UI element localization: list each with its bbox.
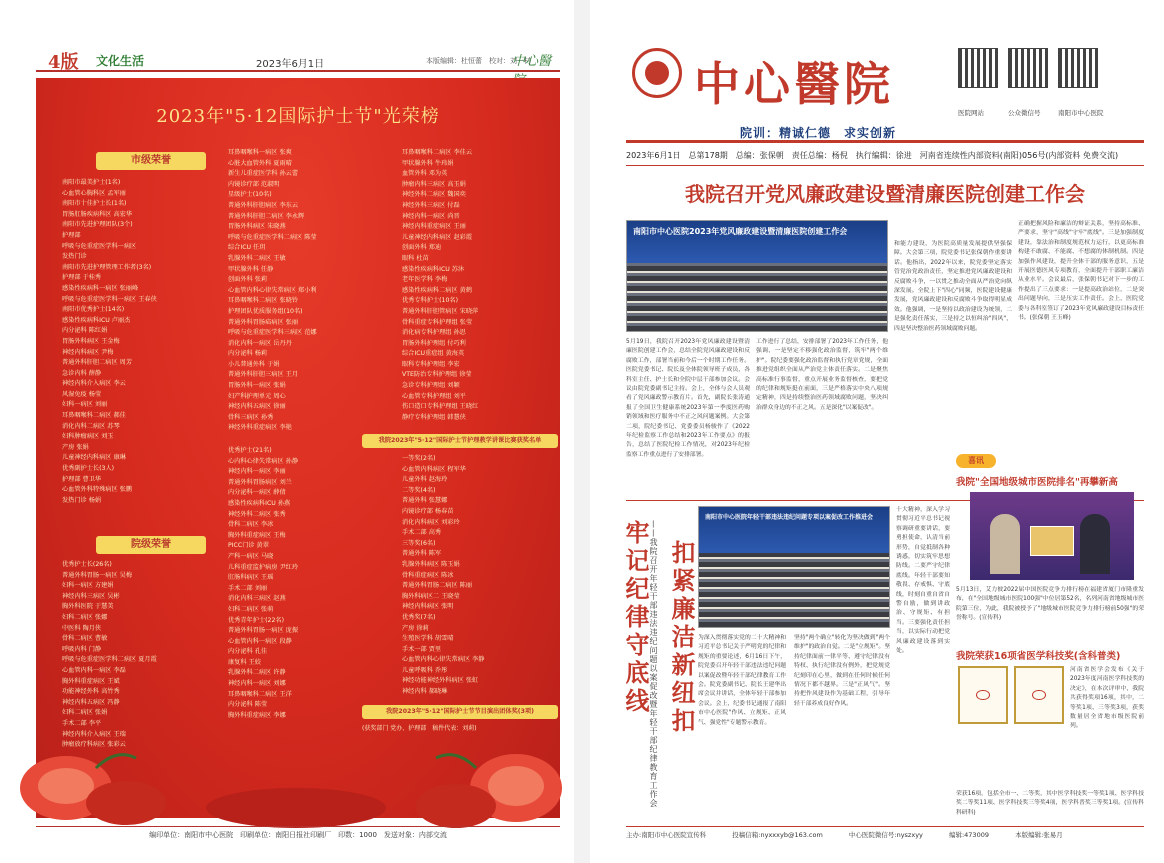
right-page <box>590 0 1164 863</box>
left-editors: 本版编辑：杜恒蕾 校对：刘一村 <box>426 57 531 65</box>
science-award-text-bottom: 荣获16项，包括全市一、二等奖，其中医学科技奖一等奖1项、医学科技奖二等奖11项、医学科技奖三等奖4项，医学科普奖三等奖1项。(宣传科 科研科) <box>956 791 1144 816</box>
left-page-header <box>36 40 560 72</box>
masthead-rule <box>626 140 1144 143</box>
article1-column-1: 5月19日，我院召开2023年党风廉政建设暨清廉医院创建工作会，总结全院党风廉政建设和反腐败工作，部署当前和今后一个时期工作任务。医院党委书记、院长及全体院领导班子成员，各科室主任、护士长和全院中层干部参加会议。会议由院党委副书记主持。会上，全体与会人员观看了党风廉政警示教育片。首先，副院长张涛通报了全国卫生健康系统2023年第一季度医药购销领域和医疗服务中不正之风问题案例。大会第二项，院纪委书记、党委委员杨骏作了《2022年纪检监察工作总结和2023年工作要点》的报告，总结了医院纪检工作情况，对2023年纪检监察工作重点进行了安排部署。 <box>626 339 750 458</box>
certificate-icon-1 <box>958 666 1008 724</box>
honor-roll-title: 2023年"5·12国际护士节"光荣榜 <box>156 106 440 127</box>
specialist-nurse-list: 耳鼻咽喉科二病区 李佳云 甲状腺外科 牛玮娟 血管外科 邓为英 肿瘤内科三病区 高玉娟 神经外科二病区 魏国奕 神经外科三病区 付磊 神经内科一病区 尚晋 神经内科重症病区 王丽 儿童神经内科病区 赵彩霞 创面外科 郑迪 眼科 杜苗 感染性疾病科ICU 苏沐 老年医学科 李梅 感染性疾病科二病区 黄鹤 优秀专科护士(10名) 普通外科肝胆管病区 宋晓萍 骨科重症专科护理组 张莹 消化病专科护理组 孙思 胃肠外科护理组 付巧利 综合ICU重症组 黄海英 眼科专科护理组 李宏 VTE防治专科护理组 徐莹 急诊专科护理组 刘颖 心血管专科护理组 刘平 伤口造口专科护理组 王晓红 静疗专科护理组 韩慧侠 <box>402 149 479 421</box>
meeting-photo-1 <box>626 220 888 332</box>
meeting-photo-2 <box>698 506 890 628</box>
city-honors-list: 南阳市最美护士(1名) 心血管心胸科区 孟军丽 南阳市十佳护士长(1名) 胃肠肛肠疾病科区 高宏华 南阳市先进护理团队(3个) 护理部 呼吸与危重症医学科一病区 发热门诊 南阳市先进护理管理工作者(3名) 护理部 于桂秀 感染性疾病科一病区 张丽峰 呼吸与危重症医学科一病区 王春侠 南阳市优秀护士(14名) 感染性疾病科ICU 卢丽杰 内分泌科 陈红娟 胃肠外科病区 王金梅 神经内科病区 尹梅 普通外科肝胆二病区 周芳 急诊内科 薛静 神经内科介入病区 李云 风湿免疫 杨莹 妇科一病区 刘丽 耳鼻咽喉科二病区 郝佳 消化内科二病区 苏琴 妇科肿瘤病区 刘玉 产房 张娟 儿童神经内科病区 康琳 优秀副护士长(3人) 护理部 曹卫华 心血管外科特殊病区 张鹏 发热门诊 杨娟 <box>62 179 157 504</box>
honor-roll-board <box>36 78 560 818</box>
qr-code-website-icon <box>958 48 998 88</box>
excellent-nurse-list: 优秀护士(21名) 心内科心律失常病区 孙静 神经内科一病区 李丽 普通外科胃肠病区 刘兰 内分泌科一病区 薛倩 感染性疾病科ICU 孙燕 神经外科二病区 张秀 骨科二病区 李冰 胸外科重症病区 王梅 PICC门诊 黄翠 产科一病区 马晓 儿科重症监护病房 尹红玲 肛肠科病区 王瑶 手术二部 刘丽 消化内科三病区 赵燕 妇科二病区 张萌 优秀青年护士(22名) 普通外科胃肠一病区 庞振 心血管内科一病区 段静 内分泌科 孔佳 康复科 王姣 乳腺外科二病区 许静 神经内科一病区 刘娜 耳鼻咽喉科二病区 王洋 内分泌科 陈莹 胸外科重症病区 李娜 <box>228 447 299 719</box>
science-award-text-right: 河南省医学会发布《关于2023年度河南医学科技奖的决定》，在本次评审中，我院共获得奖项16项，其中，二等奖1项、三等奖3项，获奖数量居全省地市级医院前列。 <box>1070 667 1144 730</box>
story2-title-line2: 扣紧廉洁新纽扣 <box>667 540 696 736</box>
star-nurse-list: 耳鼻咽喉科一病区 张爽 心脏大血管外科 夏雨晴 新生儿重症医学科 孙云蕾 内镜诊疗部 范淑明 星级护士(10名) 普通外科肝胆病区 李东云 普通外科肝胆二病区 李永辉 胃肠外科病区 朱晓燕 呼吸与危重症医学科二病区 陈莹 综合ICU 任玥 乳腺外科二病区 王敏 甲状腺外科 任静 创面外科 张莉 心血管内科心律失常病区 郑小利 耳鼻咽喉科二病区 张晓铃 护理团队优质服务组(10名) 普通外科胃肠疝病区 张丽 呼吸与危重症医学科三病区 范娜 消化内科一病区 岳丹丹 内分泌科 杨莉 小儿普通外科 于娟 普通外科肝胆三病区 王月 胃肠外科一病区 张娟 妇产科护理单元 周心 神经内科五病区 徐丽 骨科三病区 孙秀 神经外科重症病区 李艳 <box>228 149 317 432</box>
certificate-icon-2 <box>1014 666 1064 724</box>
qr-label-website: 医院网站 <box>958 109 984 117</box>
article1-column-4: 正确把握风险和廉洁的辩证关系，坚持高标准、严要求，坚守"高线"守牢"底线"。三是加强制度建设，靠法治和制度规范权力运行，以更高标准构建不敢腐、不能腐、不想腐的体制机制。四是加强作风建设，提升全体干部的服务意识，五是开展医德医风专项教育，全面提升干部职工廉洁从业水平。会议最后，张保朝书记对下一步的工作提出了三点要求：一是提高政治站位，二是突出问题导向，三是压实工作责任。会上，医院党委与各科室签订了2023年党风廉政建设目标责任书。(张保朝 王玉峰) <box>1018 221 1144 322</box>
peony-decoration <box>36 668 560 818</box>
ranking-box-title: 我院"全国地级城市医院排名"再攀新高 <box>956 477 1118 488</box>
band-performance-award: 我院2023年"5·12"国际护士节节目演出团体奖(3项) <box>362 705 558 719</box>
photo1-caption: 南阳市中心医院2023年党风廉政建设暨清廉医院创建工作会 <box>633 227 848 236</box>
science-award-box-title: 我院荣获16项省医学科技奖(含科普类) <box>956 651 1121 662</box>
qr-code-wechat-icon <box>1008 48 1048 88</box>
article1-column-2: 工作进行了总结，安排部署了2023年工作任务，他强调，一是坚定不移强化政治监督，筑牢"两个维护"。院纪委要强化政治监督和执行党章党规，全面推进党组织全面从严治党主体责任落实。二是聚焦高标准行事监督，重点开展业务监督核查，要把党的纪律和规矩挺在前面，三是严格落实中央八项规定精神，四是持续整治医药领域腐败问题，坚决纠治群众身边的不正之风。五是深化"以案促改"。 <box>756 339 888 411</box>
band-teaching-contest: 我院2023年"5·12"国际护士节护理教学讲课比赛获奖名单 <box>362 434 558 448</box>
issue-info-bar: 2023年6月1日 总第178期 总编：张保朝 责任总编：杨倪 执行编辑：徐进 河南省连续性内部资料(南阳)056号(内部资料 免费交流) <box>626 144 1144 166</box>
right-footer <box>626 826 1144 840</box>
left-footer: 编印单位：南阳市中心医院 印刷单位：南阳日报社印刷厂 印数：1000 发送对象：内部交流 <box>36 826 560 840</box>
left-logo: 中心醫 <box>512 54 552 69</box>
footer-postcode: 编辑:473009 <box>948 831 989 839</box>
qr-code-app-icon <box>1058 48 1098 88</box>
ranking-box-text: 5月13日，艾力彼2022届中国医院竞争力排行榜在福建省厦门市隆重发布，在"全国地级城市医院100强"中位居第52名，名列河南省地级城市医院第三位，为此，我院被授予了"地级城市医院竞争力排行榜前50强"的荣誉称号。(宣传科) <box>956 587 1144 622</box>
page-gutter <box>574 0 590 863</box>
band-city-honors: 市级荣誉 <box>96 152 206 170</box>
main-headline: 我院召开党风廉政建设暨清廉医院创建工作会 <box>685 182 1085 206</box>
section-title: 文化生活 <box>96 54 145 68</box>
award-ceremony-photo <box>970 492 1134 580</box>
hospital-emblem-icon <box>632 48 682 98</box>
footer-wechat: 中心医院微信号:nyszxyy <box>848 831 923 839</box>
photo2-caption: 南阳市中心医院年轻干部违法违纪问题专项以案促改工作推进会 <box>705 514 874 521</box>
story2-title-line1: 牢记纪律守底线 <box>621 520 650 716</box>
article1-column-3: 和能力建设，为医院高质量发展提供坚强保障。大会第三项，院党委书记张保朝作重要讲话。他指出，2022年以来，院党委坚定落实管党治党政治责任，坚定推进党风廉政建设和反腐败斗争，一以贯之推动全面从严治党向纵深发展。全院上下"四心"同频，医院建设健康发展，党风廉政建设和反腐败斗争取得明显成效。他强调，一是坚持以政治建设为统领，二是强化责任落实，三是持之以恒纠治"四风"，四是坚决整治医药领域腐败问题。 <box>894 241 1012 332</box>
award-credit: (获奖部门 党办、护理部 稿件代表：刘莉) <box>362 725 477 732</box>
left-page <box>0 0 574 863</box>
footer-editor: 本版编辑:张易月 <box>1015 831 1063 839</box>
contest-winner-list: 一等奖(2名) 心血管内科病区 程军华 儿童外科 赵海玲 二等奖(4名) 普通外科 张慧娜 内镜诊疗部 杨春苗 消化内科病区 刘彩玲 手术二部 高秀 三等奖(6名) 普通外科 陈军 乳腺外科病区 陈玉娟 骨科重症病区 陈冰 普通外科胃肠二病区 陈丽 胸外科病区二 王晓莹 神经内科病区 张明 优秀奖(7名) 产房 徐莉 生殖医学科 胡雪晴 手术一部 贾里 心血管内科心律失常病区 李静 儿童呼吸科 乔彤 神经功能神经外科病区 张虹 神经内科 郝晓琳 <box>402 455 485 696</box>
masthead-title: 中心醫院 <box>694 57 894 111</box>
good-news-badge: 喜讯 <box>956 454 996 468</box>
head-nurse-list: 优秀护士长(26名) 普通外科胃肠一病区 吴梅 妇科一病区 方建娟 神经内科三病区 吴彬 胸外科医院 于慧美 妇科二病区 张娜 中医科 陶月侠 骨科二病区 曹敏 呼吸内科 门静 呼吸与危重症医学科二病区 夏月霞 心血管内科一病区 李磊 胸外科重症病区 王斌 功能神经外科 高竹秀 神经内科五病区 冯静 妇科二病区 张娟 手术二部 李平 神经内科介入病区 王瑞 肿瘤放疗科病区 张彩云 <box>62 561 157 749</box>
article2-column-3: 十大精神，深入学习贯彻习近平总书记视察调研重要讲话，要勇担使命，认清当前形势，自觉抵制各种诱惑，切实筑牢思想防线。二要严守纪律底线。年轻干部要知敬畏、存戒惧、守底线，时刻自重自省自警自励，做到讲政治、守规矩、有担当。三要强化责任担当，以实际行动把党风廉政建设落到实处。 <box>896 507 950 655</box>
left-date: 2023年6月1日 <box>256 59 325 70</box>
article2-column-2: 坚持"两个确立"转化为坚决做到"两个维护"的政治自觉。二是"立规矩"。坚持纪律面前一律平等、遵守纪律没有特权、执行纪律没有例外，把党规党纪刻印在心里，做到在任何时候任何情况下都不越界。三是"正风气"。坚持把作风建设作为基础工程，引导年轻干部养成良好作风。 <box>794 635 890 707</box>
article2-column-1: 为深入贯彻落实党的二十大精神和习近平总书记关于严明党的纪律和规矩的重要论述，6月16日下午，院党委召开年轻干部违法违纪问题以案促改暨年轻干部纪律教育工作会。院党委副书记、院长王建华出席会议并讲话，全体年轻干部参加会议。会上，纪委书记通报了南阳市中心医院"作风、立规矩、正风气、强党性"专题警示教育。 <box>698 635 786 726</box>
qr-label-hospital: 南阳市中心医院 <box>1058 109 1104 117</box>
edition-number: 4版 <box>48 52 79 73</box>
hospital-motto: 院训：精诚仁德 求实创新 <box>740 126 897 140</box>
band-hospital-honors: 院级荣誉 <box>96 536 206 554</box>
footer-publisher: 主办:南阳市中心医院宣传科 <box>626 831 707 839</box>
story2-subtitle: ——我院召开年轻干部违法违纪问题以案促改暨年轻干部纪律教育工作会 <box>649 520 658 808</box>
qr-label-wechat: 公众微信号 <box>1008 109 1041 117</box>
footer-email: 投稿信箱:nyxxxyb@163.com <box>732 831 823 839</box>
